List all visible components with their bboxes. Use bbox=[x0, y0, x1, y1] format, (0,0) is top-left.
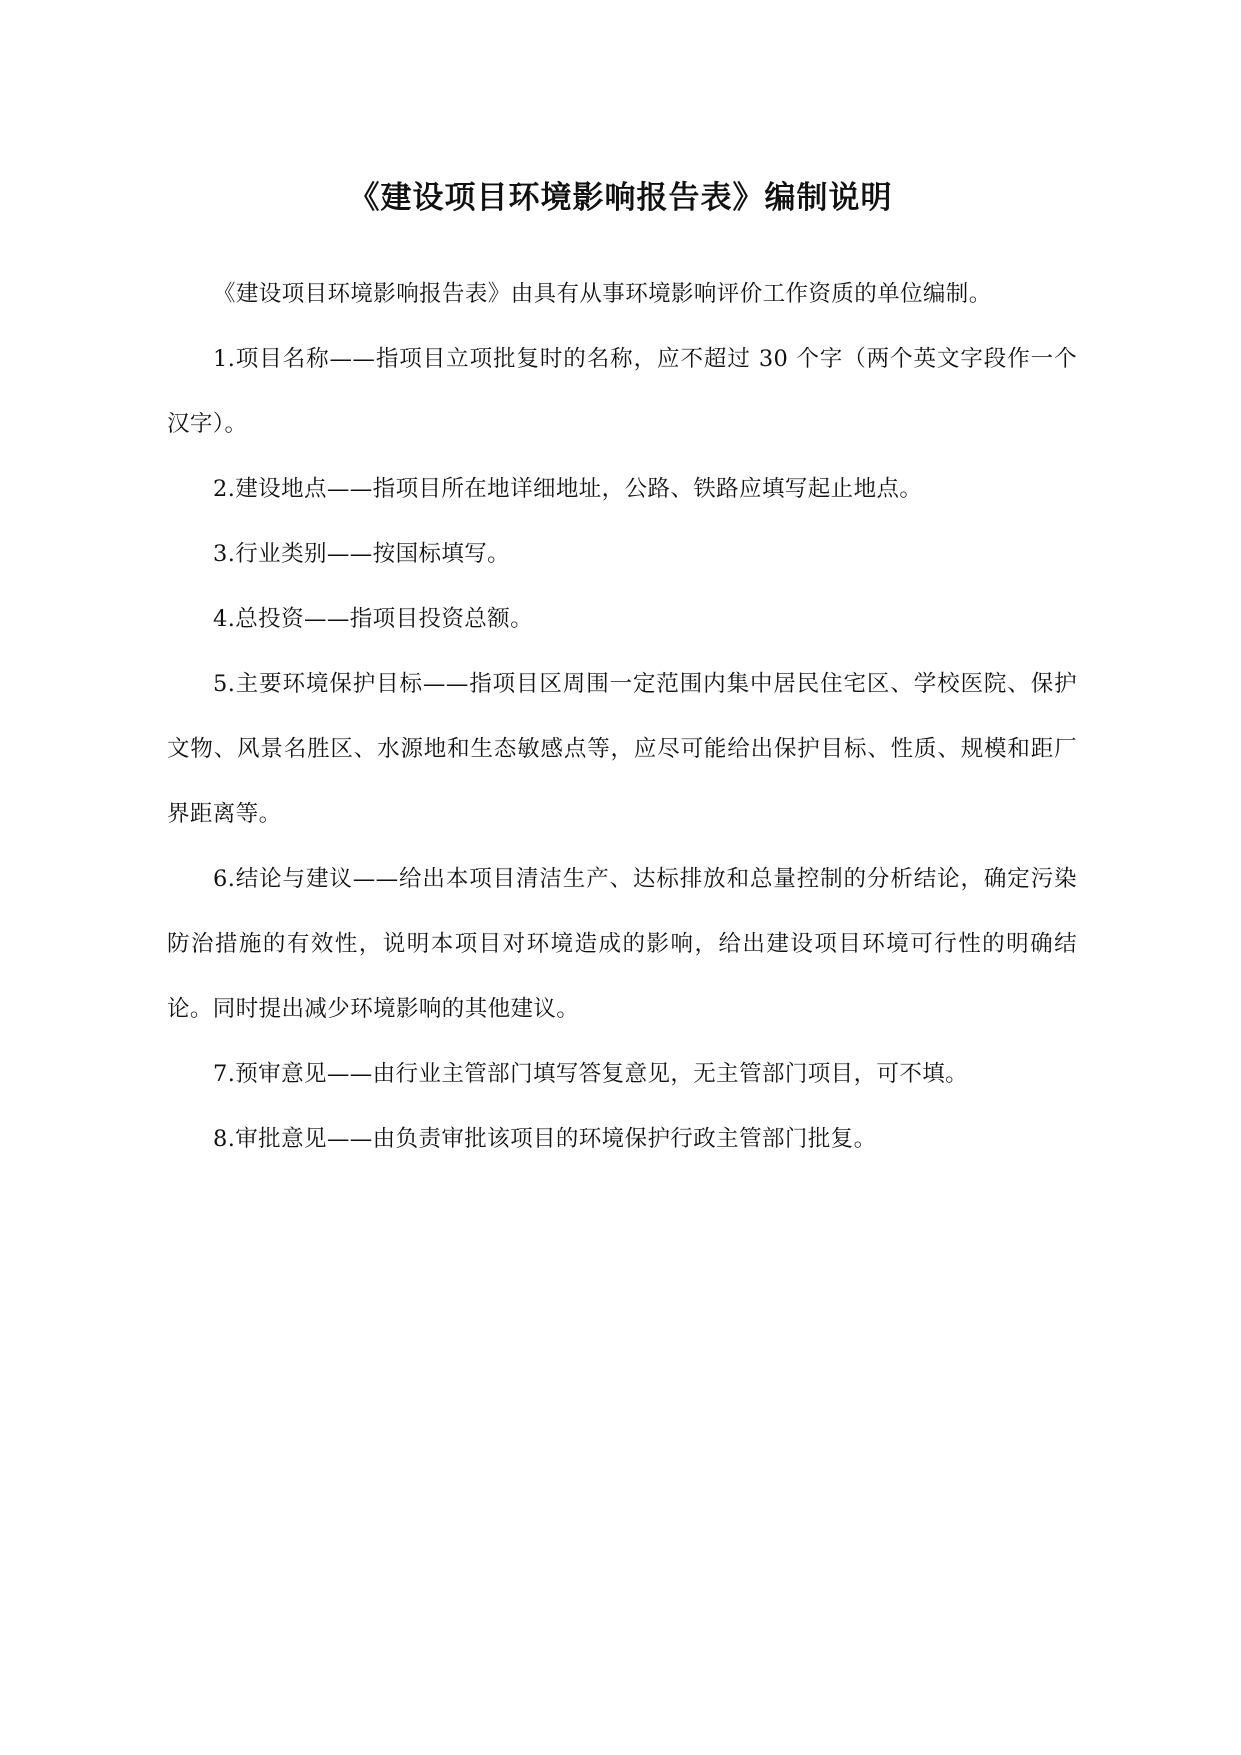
item-protection-targets: 5.主要环境保护目标——指项目区周围一定范围内集中居民住宅区、学校医院、保护文物、风景名胜区、水源地和生态敏感点等，应尽可能给出保护目标、性质、规模和距厂界距离等。 bbox=[167, 671, 1077, 827]
item-total-investment: 4.总投资——指项目投资总额。 bbox=[213, 606, 533, 632]
item-pre-review-opinion: 7.预审意见——由行业主管部门填写答复意见，无主管部门项目，可不填。 bbox=[213, 1061, 969, 1087]
item-conclusions: 6.结论与建议——给出本项目清洁生产、达标排放和总量控制的分析结论，确定污染防治措施的有效性，说明本项目对环境造成的影响，给出建设项目环境可行性的明确结论。同时提出减少环境影响的其他建议。 bbox=[167, 866, 1077, 1022]
item-industry-category: 3.行业类别——按国标填写。 bbox=[213, 541, 511, 567]
item-project-name: 1.项目名称——指项目立项批复时的名称，应不超过 30 个字（两个英文字段作一个汉字）。 bbox=[167, 346, 1077, 437]
item-approval-opinion: 8.审批意见——由负责审批该项目的环境保护行政主管部门批复。 bbox=[213, 1126, 877, 1152]
document-title: 《建设项目环境影响报告表》编制说明 bbox=[348, 180, 893, 216]
item-construction-site: 2.建设地点——指项目所在地详细地址，公路、铁路应填写起止地点。 bbox=[213, 476, 923, 502]
document-body bbox=[167, 262, 1077, 1172]
intro-paragraph: 《建设项目环境影响报告表》由具有从事环境影响评价工作资质的单位编制。 bbox=[213, 281, 992, 307]
